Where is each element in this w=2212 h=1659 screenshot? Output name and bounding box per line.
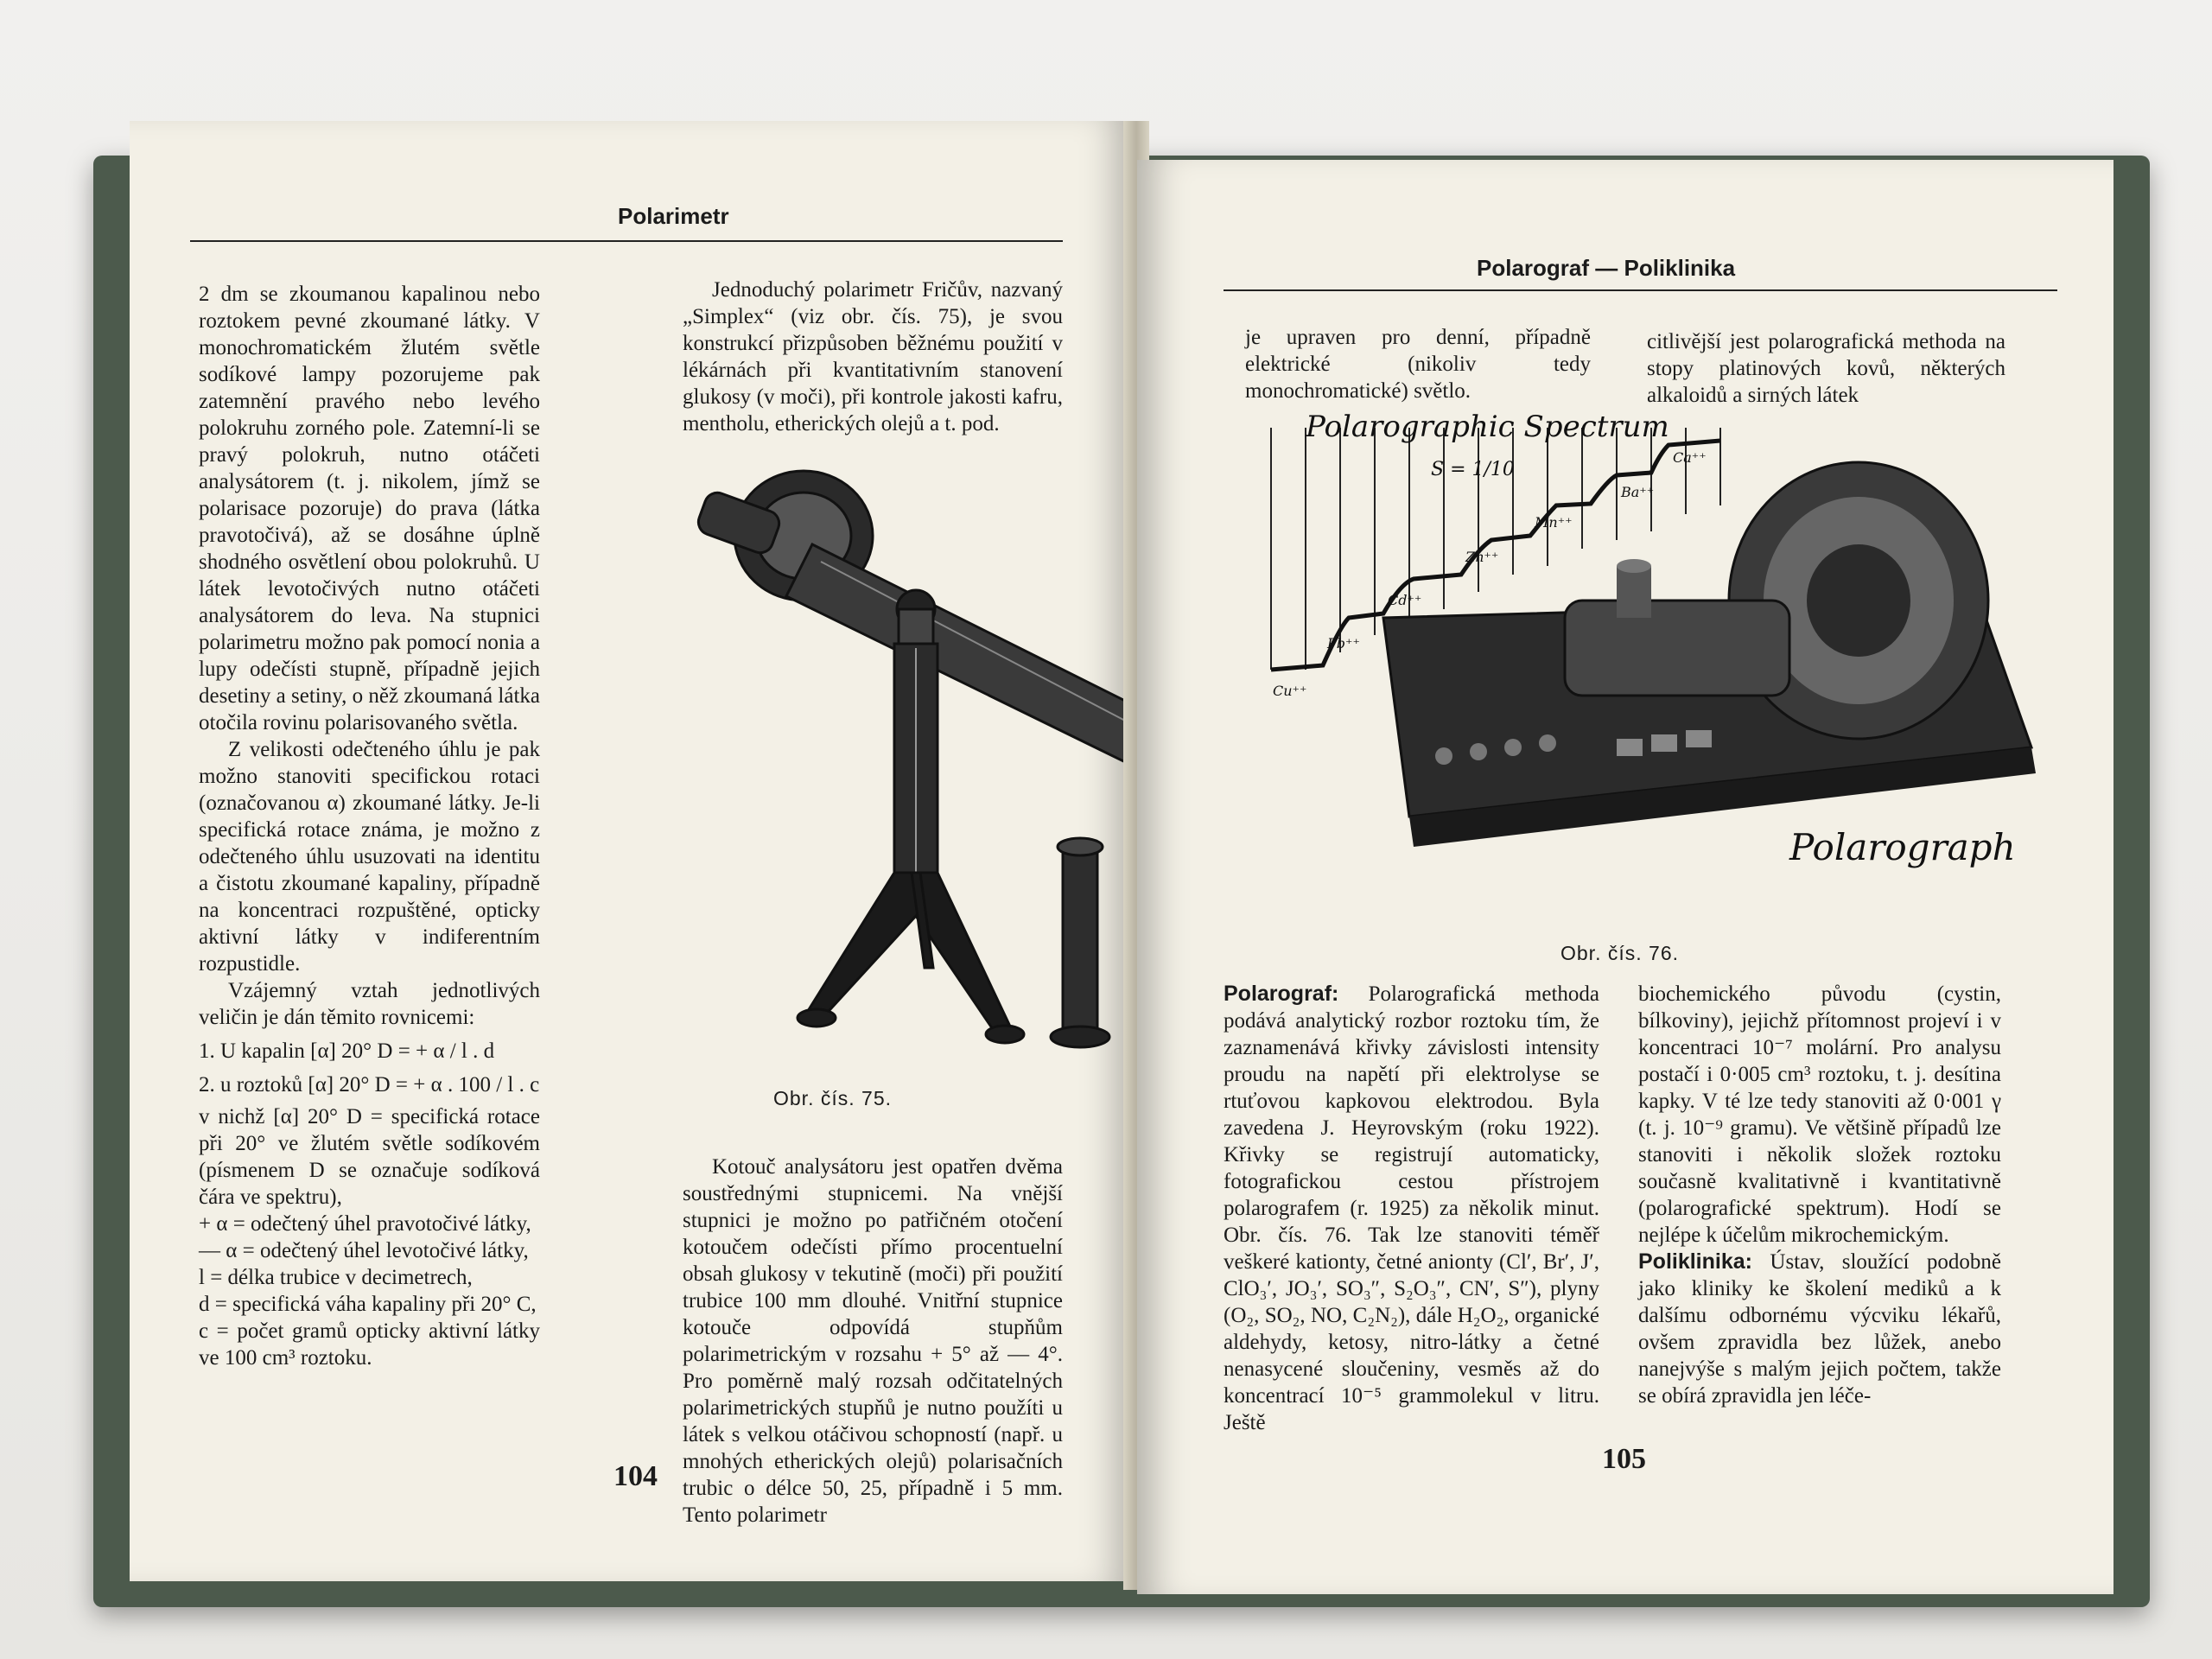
right-column-2 (1638, 981, 2001, 1409)
right-top-column-2 (1647, 328, 2005, 409)
polarimeter-illustration (665, 467, 1132, 1071)
legend-line: d = specifická váha kapaliny při 20° C, (199, 1293, 537, 1316)
spectrum-label: Pb⁺⁺ (1327, 635, 1360, 652)
running-head-right: Polarograf — Poliklinika (1477, 255, 1736, 281)
running-head-left: Polarimetr (618, 203, 729, 229)
spectrum-label: Cu⁺⁺ (1273, 683, 1307, 699)
left-column-2-top (683, 276, 1063, 437)
figure-caption-75: Obr. čís. 75. (773, 1087, 892, 1109)
right-top-column-1 (1245, 324, 1591, 404)
legend-line: l = délka trubice v decimetrech, (199, 1266, 473, 1289)
figure-caption-76: Obr. čís. 76. (1560, 942, 1679, 964)
polarograph-illustration (1254, 410, 2049, 894)
legend-line: + α = odečtený úhel pravotočivé látky, (199, 1212, 531, 1236)
legend-line: c = počet gramů opticky aktivní látky ve 100 cm³ roztoku. (199, 1319, 540, 1370)
formula-liquids: 1. U kapalin [α] 20° D = + α / l . d (199, 1039, 495, 1063)
formula-solutions: 2. u roztoků [α] 20° D = + α . 100 / l . c (199, 1073, 540, 1096)
paragraph: Z velikosti odečteného úhlu je pak možno stanoviti specifickou rotaci (označovanou α) zkoumané látky. Je-li specifická rotace známa, je možno z odečteného úhlu usuzovati na identitu a čistotu zkoumané kapaliny, případně na koncentraci rozpuštěné, opticky aktivní látky v indiferentním rozpustidle. (199, 738, 540, 976)
device-label: Polarograph (1789, 826, 2016, 868)
paragraph: Vzájemný vztah jednotlivých veličin je dán těmito rovnicemi: (199, 979, 540, 1029)
paragraph: biochemického původu (cystin, bílkoviny), jejichž přítomnost projeví i v koncentraci 10⁻⁷ molární. Pro analysu postačí i 0·005 cm³ roztoku, t. j. desítina kapky. V té lze tedy stanoviti až 0·001 γ (t. j. 10⁻⁹ gramu). Ve většině případů lze stanoviti i několik složek roztoku současně kvalitativně i kvantitativně (polarografické spektrum). Hodí se nejlépe k účelům mikrochemickým. (1638, 982, 2001, 1247)
paragraph: 2 dm se zkoumanou kapalinou nebo roztokem pevné zkoumané látky. V monochromatickém žlutém světle sodíkové lampy pozorujeme pak zatemnění pravého nebo levého polokruhu zorného pole. Zatemní-li se pravý polokruh, nutno otáčeti analysátorem (t. j. nikolem, jímž se polarisace pozoruje) do prava (látka pravotočivá), až se dosáhne úplně shodného osvětlení obou polokruhů. U látek levotočivých nutno otáčeti analysátorem do leva. Na stupnici polarimetru možno pak pomocí nonia a lupy odečísti stupně, případně jejich desetiny a setiny, o něž zkoumaná látka otočila rovinu polarisovaného světla. (199, 283, 540, 734)
entry-text: Ústav, sloužící podobně jako kliniky ke školení mediků a k dalšímu odbornému výcviku lékařů, ovšem zpravidla bez lůžek, anebo nanejvýše s malým jejich počtem, takže se obírá zpravidla jen léče- (1638, 1250, 2001, 1408)
page-number-right: 105 (1602, 1443, 1646, 1475)
legend-line: v nichž [α] 20° D = specifická rotace při 20° ve žlutém světle sodíkovém (písmenem D se označuje sodíková čára ve spektru), (199, 1105, 540, 1209)
left-column-1 (199, 281, 540, 1371)
spectrum-label: Zn⁺⁺ (1465, 549, 1499, 565)
spectrum-scale: S = 1/10 (1431, 459, 1515, 480)
spectrum-label: Mn⁺⁺ (1535, 514, 1573, 531)
paragraph: Kotouč analysátoru jest opatřen dvěma soustřednými stupnicemi. Na vnější stupnici je možno po patřičném otočení kotoučem odečísti přímo procentuelní obsah glukosy v tekutině (moči) při použití trubice 100 mm dlouhé. Vnitřní stupnice kotouče odpovídá stupňům polarimetrickým v rozsahu + 5° až — 4°. Pro poměrně malý rozsah odčitatelných polarimetrických stupňů je nutno použíti u látek s velkou otáčivou schopností (např. u mnohých etherických olejů) polarisačních trubic o délce 50, 25, případně i 5 mm. Tento polarimetr (683, 1155, 1063, 1527)
spectrum-label: Ba⁺⁺ (1621, 484, 1655, 500)
paragraph: Jednoduchý polarimetr Fričův, nazvaný „Simplex“ (viz obr. čís. 75), je svou konstrukcí přizpůsoben běžnému použití v lékárnách při kvantitativním stanovení glukosy (v moči), při kontrole jakosti kafru, mentholu, etherických olejů a t. pod. (683, 278, 1063, 435)
entry-term-poliklinika: Poliklinika: (1638, 1249, 1752, 1274)
legend-line: — α = odečtený úhel levotočivé látky, (199, 1239, 529, 1262)
paragraph: citlivější jest polarografická methoda na stopy platinových kovů, některých alkaloidů a sirných látek (1647, 330, 2005, 407)
polarograph-device (1383, 462, 2036, 847)
paragraph: je upraven pro denní, případně elektrické (nikoliv tedy monochromatické) světlo. (1245, 326, 1591, 403)
entry-term-polarograf: Polarograf: (1224, 982, 1339, 1006)
spectrum-title: Polarographic Spectrum (1306, 410, 1669, 444)
entry-text: Polarografická methoda podává analytický rozbor roztoku tím, že zaznamenává křivky závislosti intensity proudu na napětí při elektrolyse se rtuťovou kapkovou elektrodou. Byla zavedena J. Heyrovským (roku 1922). Křivky se registrují automaticky, fotografickou cestou přístrojem polarografem (r. 1925) za několik minut. Obr. čís. 76. Tak lze stanoviti téměř veškeré kationty, četné anionty (Cl′, Br′, J′, ClO₃′, JO₃′, SO₃″, S₂O₃″, CN′, S″), plyny (O₂, SO₂, NO, C₂N₂), dále H₂O₂, organické aldehydy, ketosy, nitro-látky a četné nenasycené sloučeniny, vesměs až do koncentrací 10⁻⁵ grammolekul v litru. Ještě (1224, 982, 1599, 1434)
spectrum-label: Ca⁺⁺ (1673, 449, 1707, 466)
spectrum-label: Cd⁺⁺ (1388, 592, 1422, 608)
left-page (130, 121, 1132, 1581)
header-rule-left (190, 240, 1063, 242)
right-column-1 (1224, 981, 1599, 1436)
left-column-2-bottom (683, 1154, 1063, 1529)
header-rule-right (1224, 289, 2057, 291)
page-number-left: 104 (613, 1460, 658, 1492)
right-page (1137, 160, 2113, 1594)
